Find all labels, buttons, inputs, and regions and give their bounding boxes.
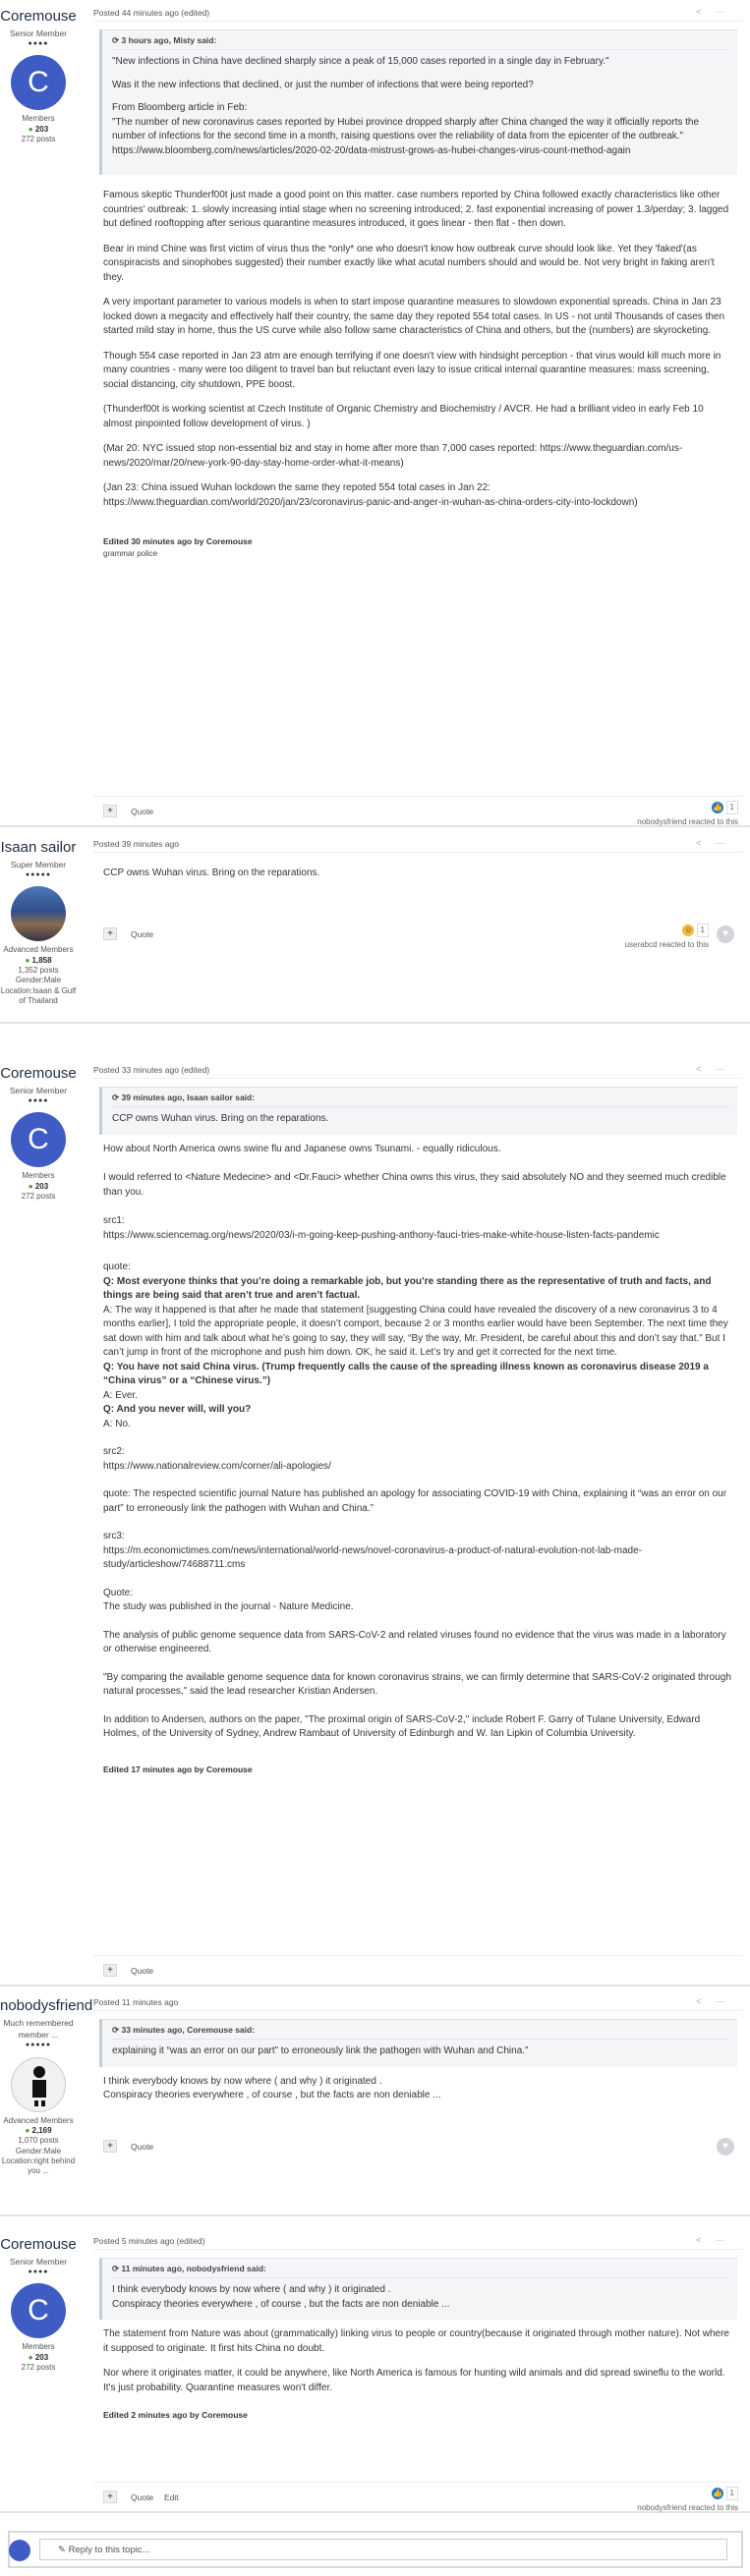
post-footer	[93, 2482, 742, 2511]
reputation: ● 203	[28, 124, 49, 134]
interview-answer: A: Ever.	[103, 1389, 139, 1401]
figure-icon	[32, 2066, 46, 2103]
edit-reason: grammar police	[103, 548, 158, 558]
paragraph: Nor where it originates matter, it could be anywhere, like North America is famous for hunting wild animals and did spread swineflu to the world. It's just probability. Quarantine measures won't differ.	[103, 2368, 725, 2393]
reputation-icon: ●	[28, 2352, 33, 2362]
post	[0, 1057, 750, 1987]
rank-pips: ●●●●	[28, 1097, 49, 1105]
avatar[interactable]	[11, 2057, 66, 2112]
author-rank: Much remembered member ...	[3, 2017, 74, 2041]
interview-question: Q: You have not said China virus. (Trump frequently calls the cause of the spreading illness known as coronavirus disease 2019 a “China virus” or a “Chinese virus.”)	[103, 1361, 709, 1387]
blockquote	[99, 2258, 737, 2320]
reply-placeholder: Reply to this topic...	[68, 2545, 150, 2555]
blockquote	[99, 29, 737, 175]
paragraph: A very important parameter to various models is when to start impose quarantine measures to slowdown exponential spreads. China in Jan 23 locked down a megacity and effectively half their country, the same day they repoted 554 total cases. In US - not until Thousands of cases then started mild stay in home, thus the US curve while also follow same characteristics of China and others, but the (numbers) are skyrocketing.	[103, 297, 725, 337]
paragraph: Though 554 case reported in Jan 23 atm are enough terrifying if one doesn't view with hindsight perception - that virus would kill much more in many countries - many were too diligent to travel ban but reluctant even lazy to issue critical internal quarantine measures: mass screening, social distancing, city shutdown, PPE boost.	[103, 350, 721, 390]
paragraph: How about North America owns swine flu and Japanese owns Tsunami. - equally ridiculous.	[103, 1143, 501, 1154]
post-header	[93, 2228, 742, 2250]
author-rank: Super Member	[10, 859, 67, 869]
edited-note: Edited 30 minutes ago by Coremouse	[103, 536, 253, 547]
author-rank: Senior Member	[9, 28, 68, 38]
post-count: 272 posts	[21, 134, 56, 143]
post-timestamp[interactable]: Posted 44 minutes ago (edited)	[93, 8, 210, 18]
post-count: 1,070 posts	[18, 2136, 59, 2146]
post-content	[93, 867, 742, 881]
quote-button[interactable]: Quote	[131, 929, 154, 939]
haha-icon: ☺	[684, 924, 693, 934]
reaction-text: nobodysfriend reacted to this	[637, 816, 738, 826]
interview-answer: A: The way it happened is that after he made that statement [suggesting China could have revealed the discovery of a new coronavirus 3 to 4 months earlier], I told the appropriate people, it doesn’t comport, because 2 or 3 months earlier would have been September. The next time they sat down with him and talk about what he’s going to say, they will say, “By the way, Mr. President, be careful about this and don’t say that.” But I can’t jump in front of the microphone and push him down. OK, he said it. Let’s try and get it corrected for the next time.	[103, 1304, 728, 1359]
avatar[interactable]: C	[11, 1112, 66, 1167]
post-timestamp[interactable]: Posted 39 minutes ago	[93, 839, 179, 849]
paragraph: The analysis of public genome sequence data from SARS-CoV-2 and related viruses found no evidence that the virus was made in a laboratory or otherwise engineered.	[103, 1629, 726, 1655]
paragraph: Bear in mind Chine was first victim of virus thus the *only* one who doesn't know how outbreak curve should look like. Yet they 'faked'(as conspiracists and sinophobes suggested) their number exactly like what acutal numbers should and would be. Not very bright in faking aren't they.	[103, 243, 715, 283]
multiquote-button[interactable]: +	[103, 927, 117, 940]
edited-note: Edited 17 minutes ago by Coremouse	[103, 1764, 253, 1774]
author-panel	[0, 1989, 93, 2177]
share-icon[interactable]: < ⋯	[696, 838, 730, 848]
rank-pips: ●●●●●	[25, 2042, 52, 2049]
avatar[interactable]: C	[11, 55, 66, 110]
post-content	[93, 2075, 742, 2103]
source-label: src1:	[103, 1215, 125, 1227]
reaction-count: 1	[697, 924, 709, 937]
author-panel	[0, 831, 77, 1007]
share-icon[interactable]: < ⋯	[696, 1996, 730, 2006]
quote-citation[interactable]: ⟳ 3 hours ago, Misty said:	[112, 34, 729, 50]
reply-input[interactable]	[39, 2539, 727, 2560]
reputation: ● 2,169	[25, 2125, 52, 2135]
post	[0, 1989, 750, 2216]
post-header	[93, 1989, 742, 2011]
like-icon: 👍	[713, 2488, 723, 2497]
link[interactable]: https://www.sciencemag.org/news/2020/03/i-m-going-keep-pushing-anthony-fauci-tries-make-white-house-listen-facts-pandemic	[103, 1229, 660, 1241]
author-panel	[0, 2228, 77, 2373]
reputation-icon: ●	[28, 124, 33, 134]
quote-paragraph: From Bloomberg article in Feb:	[112, 102, 248, 114]
reputation-icon: ●	[25, 2125, 30, 2135]
quote-paragraph: CCP owns Wuhan virus. Bring on the reparations.	[112, 1113, 329, 1125]
post	[0, 0, 750, 827]
quote-paragraph: explaining it “was an error on our part” to erroneously link the pathogen with Wuhan and China.”	[112, 2045, 529, 2057]
quote-button[interactable]: Quote	[131, 2142, 154, 2152]
link[interactable]: https://m.economictimes.com/news/international/world-news/novel-coronavirus-a-product-of-natural-evolution-not-lab-made-study/articleshow/74688711.cms	[103, 1544, 643, 1571]
reputation-icon: ●	[25, 955, 30, 965]
rank-pips: ●●●●	[28, 40, 49, 48]
author-group: Advanced Members	[3, 945, 74, 955]
author-group: Members	[22, 2342, 55, 2352]
reaction-text: userabcd reacted to this	[624, 939, 709, 949]
reaction-count: 1	[726, 2487, 738, 2500]
paragraph: CCP owns Wuhan virus. Bring on the reparations.	[103, 868, 320, 878]
quote-citation[interactable]: ⟳ 39 minutes ago, Isaan sailor said:	[112, 1092, 729, 1107]
like-icon: 👍	[713, 802, 723, 812]
edit-button[interactable]: Edit	[164, 2492, 179, 2502]
author-location: Location:right behind you ...	[1, 2156, 76, 2176]
post-footer	[93, 1955, 742, 1985]
paragraph: I would referred to <Nature Medecine> and <Dr.Fauci> whether China owns this virus, they said absolutely NO and they seemed much credible than you.	[103, 1172, 726, 1198]
quote-citation[interactable]: ⟳ 33 minutes ago, Coremouse said:	[112, 2024, 729, 2040]
post-footer	[93, 2132, 742, 2161]
post-footer	[93, 920, 742, 949]
post-count: 272 posts	[21, 1191, 56, 1201]
heart-icon[interactable]: ♥	[717, 925, 734, 943]
reaction-summary[interactable]	[637, 801, 738, 827]
rank-pips: ●●●●●	[25, 871, 52, 879]
interview-answer: A: No.	[103, 1418, 131, 1429]
post-count: 272 posts	[21, 2362, 56, 2372]
share-icon[interactable]: < ⋯	[696, 1064, 730, 1074]
quote-button[interactable]: Quote	[131, 2492, 154, 2502]
quote-label: Quote:	[103, 1587, 134, 1598]
author-name[interactable]: nobodysfriend	[0, 1997, 93, 2014]
quote-paragraph: Conspiracy theories everywhere , of course , but the facts are non deniable ...	[112, 2298, 450, 2310]
post-footer	[93, 796, 742, 825]
reaction-count: 1	[726, 801, 738, 814]
edited-note: Edited 2 minutes ago by Coremouse	[103, 2410, 248, 2421]
reputation-icon: ●	[28, 1181, 33, 1191]
post-header	[93, 831, 742, 853]
post-count: 1,352 posts	[18, 965, 59, 975]
quote-paragraph: "New infections in China have declined sharply since a peak of 15,000 cases reported in a single day in February."	[112, 56, 609, 68]
quote-label: quote:	[103, 1261, 131, 1273]
avatar	[9, 2540, 30, 2561]
author-group: Members	[22, 114, 55, 124]
paragraph: The statement from Nature was about (grammatically) linking virus to people or country(because it originated through mother nature). Not where it supposed to originate. It first hits China no doubt.	[103, 2328, 729, 2354]
reply-box	[8, 2531, 743, 2568]
blockquote	[99, 1087, 737, 1135]
multiquote-button[interactable]: +	[103, 805, 117, 817]
reputation: ● 203	[28, 2352, 49, 2362]
post	[0, 831, 750, 1024]
author-name[interactable]: Coremouse	[0, 2236, 77, 2253]
post-timestamp[interactable]: Posted 11 minutes ago	[93, 1997, 179, 2007]
post-timestamp[interactable]: Posted 5 minutes ago (edited)	[93, 2236, 205, 2246]
author-panel	[0, 0, 77, 144]
quote-paragraph: Was it the new infections that declined, or just the number of infections that were being reported?	[112, 79, 534, 90]
paragraph: (Mar 20: NYC issued stop non-essential biz and stay in home after more than 7,000 cases reported: https://www.theguardian.com/us-news/2020/mar/20/new-york-90-day-stay-home-order-what-it-means)	[103, 443, 683, 469]
post-content	[93, 1143, 742, 1775]
paragraph: Famous skeptic Thunderf00t just made a good point on this matter. case numbers reported by China followed exactly characteristics like other countries' outbreak: 1. slowly increasing intial stage when no screening introduced; 2. fast exponential increasing of power 1.3/perday; 3. lagged but defined rooftopping after serious quarantine measures introduced, it goes linear - then flat - then down.	[103, 190, 729, 230]
author-panel	[0, 1057, 77, 1202]
paragraph: In addition to Andersen, authors on the paper, "The proximal origin of SARS-CoV-2," include Robert F. Garry of Tulane University, Edward Holmes, of the University of Sydney, Andrew Rambaut of University of Edinburgh and W. Ian Lipkin of Columbia University.	[103, 1713, 701, 1740]
blockquote	[99, 2019, 737, 2067]
paragraph: (Thunderf00t is working scientist at Czech Institute of Organic Chemistry and Biochemistry / AVCR. He had a brilliant video in early Feb 10 almost pinpointed follow development of virus. )	[103, 404, 704, 429]
post-timestamp[interactable]: Posted 33 minutes ago (edited)	[93, 1065, 210, 1075]
comment-icon: ✎	[58, 2545, 66, 2555]
post-content	[93, 189, 742, 559]
share-icon[interactable]: < ⋯	[696, 7, 730, 17]
heart-icon[interactable]: ♥	[717, 2138, 734, 2156]
post	[0, 2228, 750, 2513]
author-name[interactable]: Isaan sailor	[0, 839, 77, 856]
avatar[interactable]: C	[11, 2283, 66, 2338]
rank-pips: ●●●●	[28, 2268, 49, 2276]
paragraph: quote: The respected scientific journal Nature has published an apology for associating COVID-19 with China, explaining it “was an error on our part” to erroneously link the pathogen with Wuhan and China.”	[103, 1488, 727, 1514]
reaction-summary[interactable]	[625, 924, 709, 950]
author-name[interactable]: Coremouse	[0, 1065, 77, 1082]
paragraph: The study was published in the journal - Nature Medicine.	[103, 1601, 354, 1613]
author-name[interactable]: Coremouse	[0, 8, 77, 25]
author-gender: Gender:Male	[15, 976, 62, 985]
reputation: ● 1,858	[25, 955, 52, 965]
quote-paragraph: I think everybody knows by now where ( and why ) it originated .	[112, 2284, 391, 2296]
paragraph: "By comparing the available genome sequence data for known coronavirus strains, we can firmly determine that SARS-CoV-2 originated through natural processes," said the lead researcher Kristian Andersen.	[103, 1671, 731, 1698]
author-group: Members	[22, 1171, 55, 1181]
source-label: src3:	[103, 1531, 125, 1542]
link[interactable]: https://www.nationalreview.com/corner/ali-apologies/	[103, 1460, 331, 1472]
author-rank: Senior Member	[9, 2256, 68, 2267]
reaction-summary[interactable]	[637, 2487, 738, 2513]
quote-button[interactable]: Quote	[131, 1966, 154, 1976]
author-group: Advanced Members	[3, 2115, 74, 2125]
author-gender: Gender:Male	[15, 2146, 62, 2156]
author-location: Location:Isaan & Gulf of Thailand	[0, 985, 77, 1006]
quote-button[interactable]: Quote	[131, 807, 154, 816]
post-header	[93, 0, 742, 22]
quote-citation[interactable]: ⟳ 11 minutes ago, nobodysfriend said:	[112, 2263, 729, 2278]
interview-question: Q: And you never will, will you?	[103, 1404, 252, 1416]
multiquote-button[interactable]: +	[103, 2491, 117, 2503]
avatar[interactable]	[11, 886, 66, 941]
multiquote-button[interactable]: +	[103, 2140, 117, 2153]
paragraph: I think everybody knows by now where ( and why ) it originated .	[103, 2075, 382, 2087]
interview-question: Q: Most everyone thinks that you’re doing a remarkable job, but you’re standing there as the representative of truth and facts, and things are being said that aren’t true and aren’t factual.	[103, 1275, 712, 1302]
paragraph: (Jan 23: China issued Wuhan lockdown the same they repoted 554 total cases in Jan 22: https://www.theguardian.com/world/2020/jan/23/coronavirus-panic-and-anger-in-wuhan-as-china-orders-city-into-lockdown)	[103, 482, 638, 508]
multiquote-button[interactable]: +	[103, 1964, 117, 1977]
source-label: src2:	[103, 1446, 125, 1458]
reputation: ● 203	[28, 1181, 49, 1191]
share-icon[interactable]: < ⋯	[696, 2235, 730, 2245]
post-header	[93, 1057, 742, 1079]
post-content	[93, 2327, 742, 2421]
reaction-text: nobodysfriend reacted to this	[637, 2502, 738, 2512]
paragraph: Conspiracy theories everywhere , of course , but the facts are non deniable ...	[103, 2090, 441, 2101]
quote-paragraph: "The number of new coronavirus cases reported by Hubei province dropped sharply after China changed the way it officially reports the number of infections for the second time in a month, raising questions over the reliability of data from the epicenter of the outbreak." https://www.bloomberg.com/news/articles/2020-02-20/data-mistrust-grows-as-hubei-changes-virus-count-method-again	[112, 116, 700, 156]
author-rank: Senior Member	[9, 1085, 68, 1095]
